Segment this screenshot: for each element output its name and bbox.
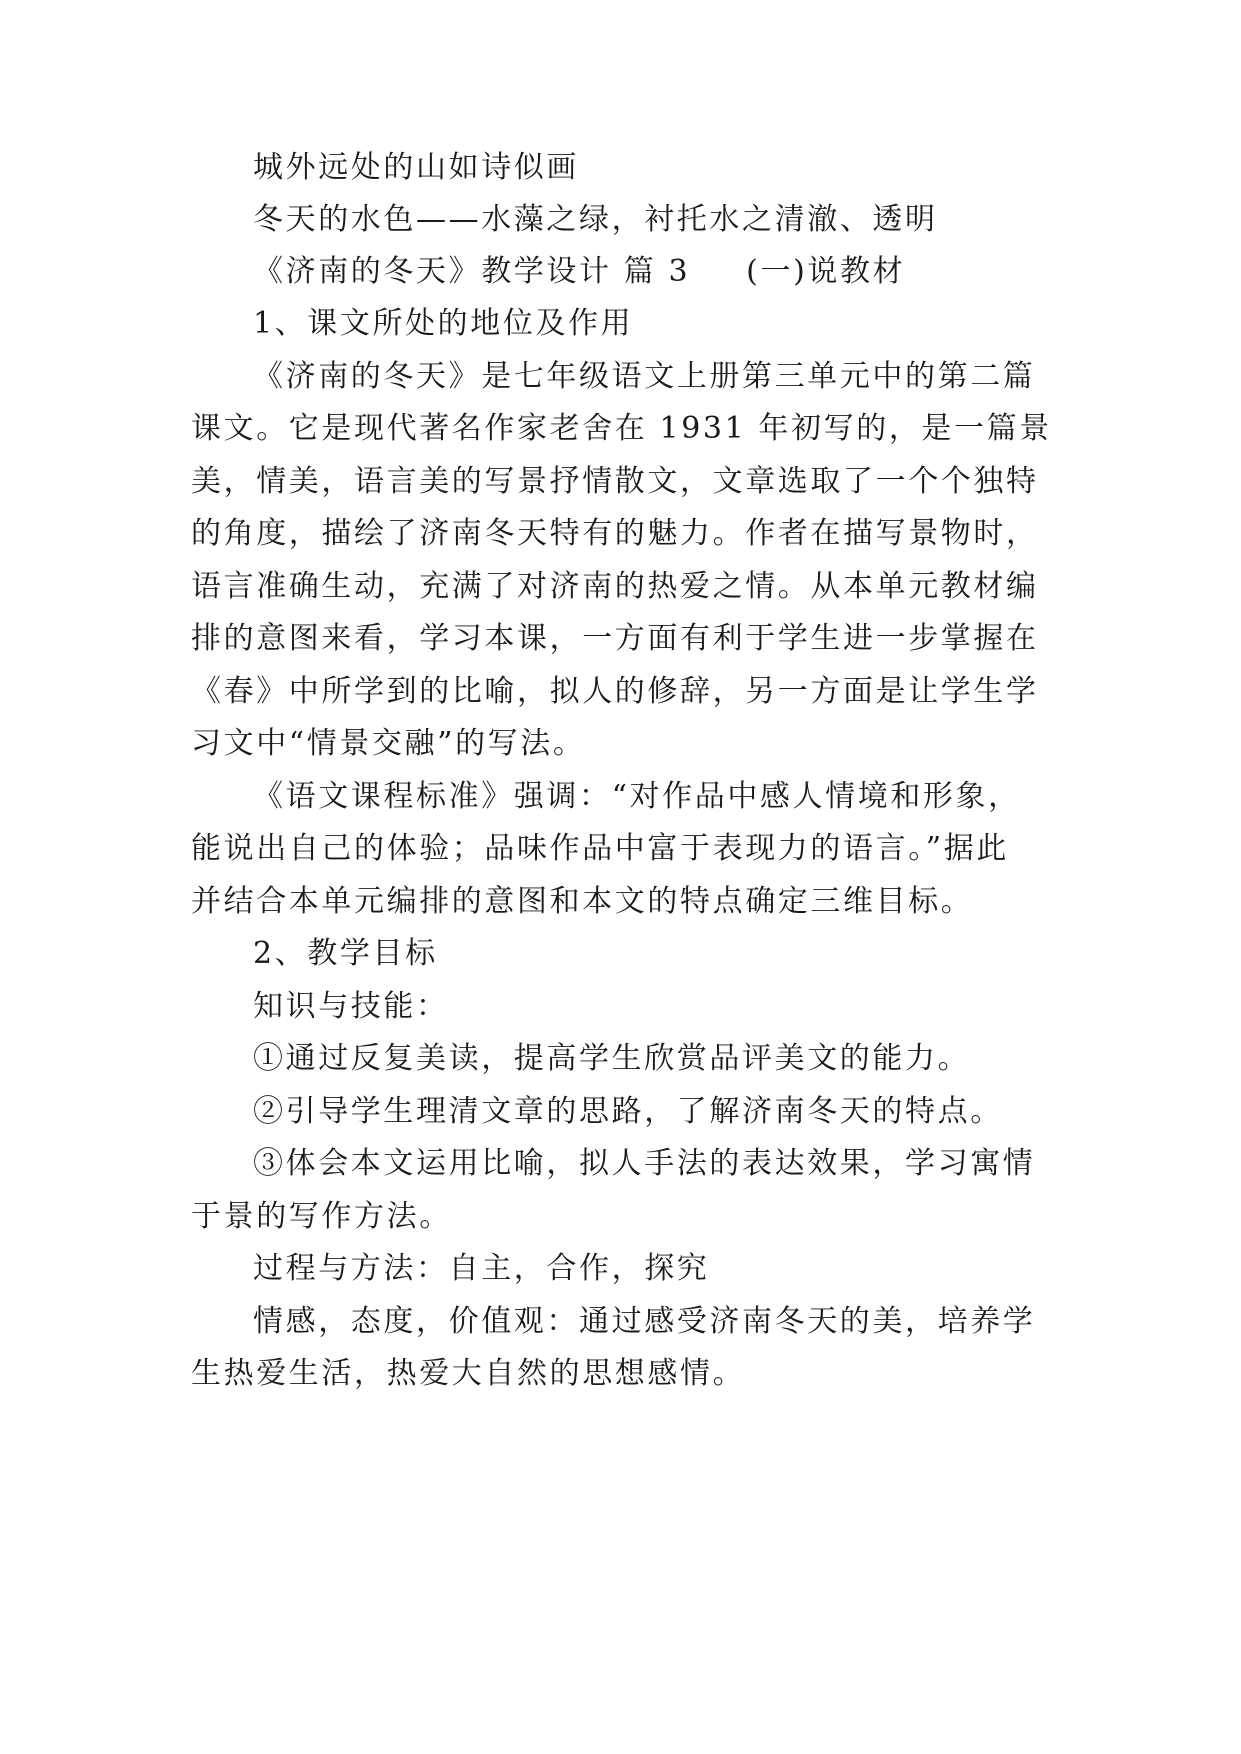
text-line-9: 语言准确生动，充满了对济南的热爱之情。从本单元教材编 (191, 569, 1039, 604)
text-line-2: 冬天的水色——水藻之绿，衬托水之清澈、透明 (253, 202, 938, 237)
text-line-22: 过程与方法：自主，合作，探究 (253, 1251, 710, 1286)
section-title: 《济南的冬天》教学设计 篇 3 (253, 254, 691, 289)
text-line-13: 《语文课程标准》强调：“对作品中感人情境和形象， (253, 779, 1021, 814)
text-line-1: 城外远处的山如诗似画 (253, 150, 579, 185)
text-line-23: 情感，态度，价值观：通过感受济南冬天的美，培养学 (253, 1304, 1036, 1339)
text-line-19: ②引导学生理清文章的思路，了解济南冬天的特点。 (253, 1094, 1003, 1129)
text-line-7: 美，情美，语言美的写景抒情散文，文章选取了一个个独特 (191, 464, 1039, 499)
text-line-18: ①通过反复美读，提高学生欣赏品评美文的能力。 (253, 1041, 971, 1076)
text-line-10: 排的意图来看，学习本课，一方面有利于学生进一步掌握在 (191, 621, 1039, 656)
text-line-20: ③体会本文运用比喻，拟人手法的表达效果，学习寓情 (253, 1146, 1036, 1181)
text-line-15: 并结合本单元编排的意图和本文的特点确定三维目标。 (191, 884, 974, 919)
text-line-11: 《春》中所学到的比喻，拟人的修辞，另一方面是让学生学 (191, 674, 1039, 709)
text-line-6: 课文。它是现代著名作家老舍在 1931 年初写的，是一篇景 (191, 411, 1052, 446)
text-line-14: 能说出自己的体验；品味作品中富于表现力的语言。”据此 (191, 831, 1009, 866)
section-subtitle: (一)说教材 (746, 254, 906, 289)
text-line-8: 的角度，描绘了济南冬天特有的魅力。作者在描写景物时， (191, 516, 1039, 551)
text-line-24: 生热爱生活，热爱大自然的思想感情。 (191, 1356, 746, 1391)
text-line-16: 2、教学目标 (253, 936, 438, 971)
text-line-4: 1、课文所处的地位及作用 (253, 306, 634, 341)
text-line-17: 知识与技能： (253, 989, 449, 1024)
text-line-3 (253, 252, 1153, 292)
text-line-5: 《济南的冬天》是七年级语文上册第三单元中的第二篇 (253, 359, 1036, 394)
text-line-21: 于景的写作方法。 (191, 1199, 452, 1234)
text-line-12: 习文中“情景交融”的写法。 (191, 726, 586, 761)
